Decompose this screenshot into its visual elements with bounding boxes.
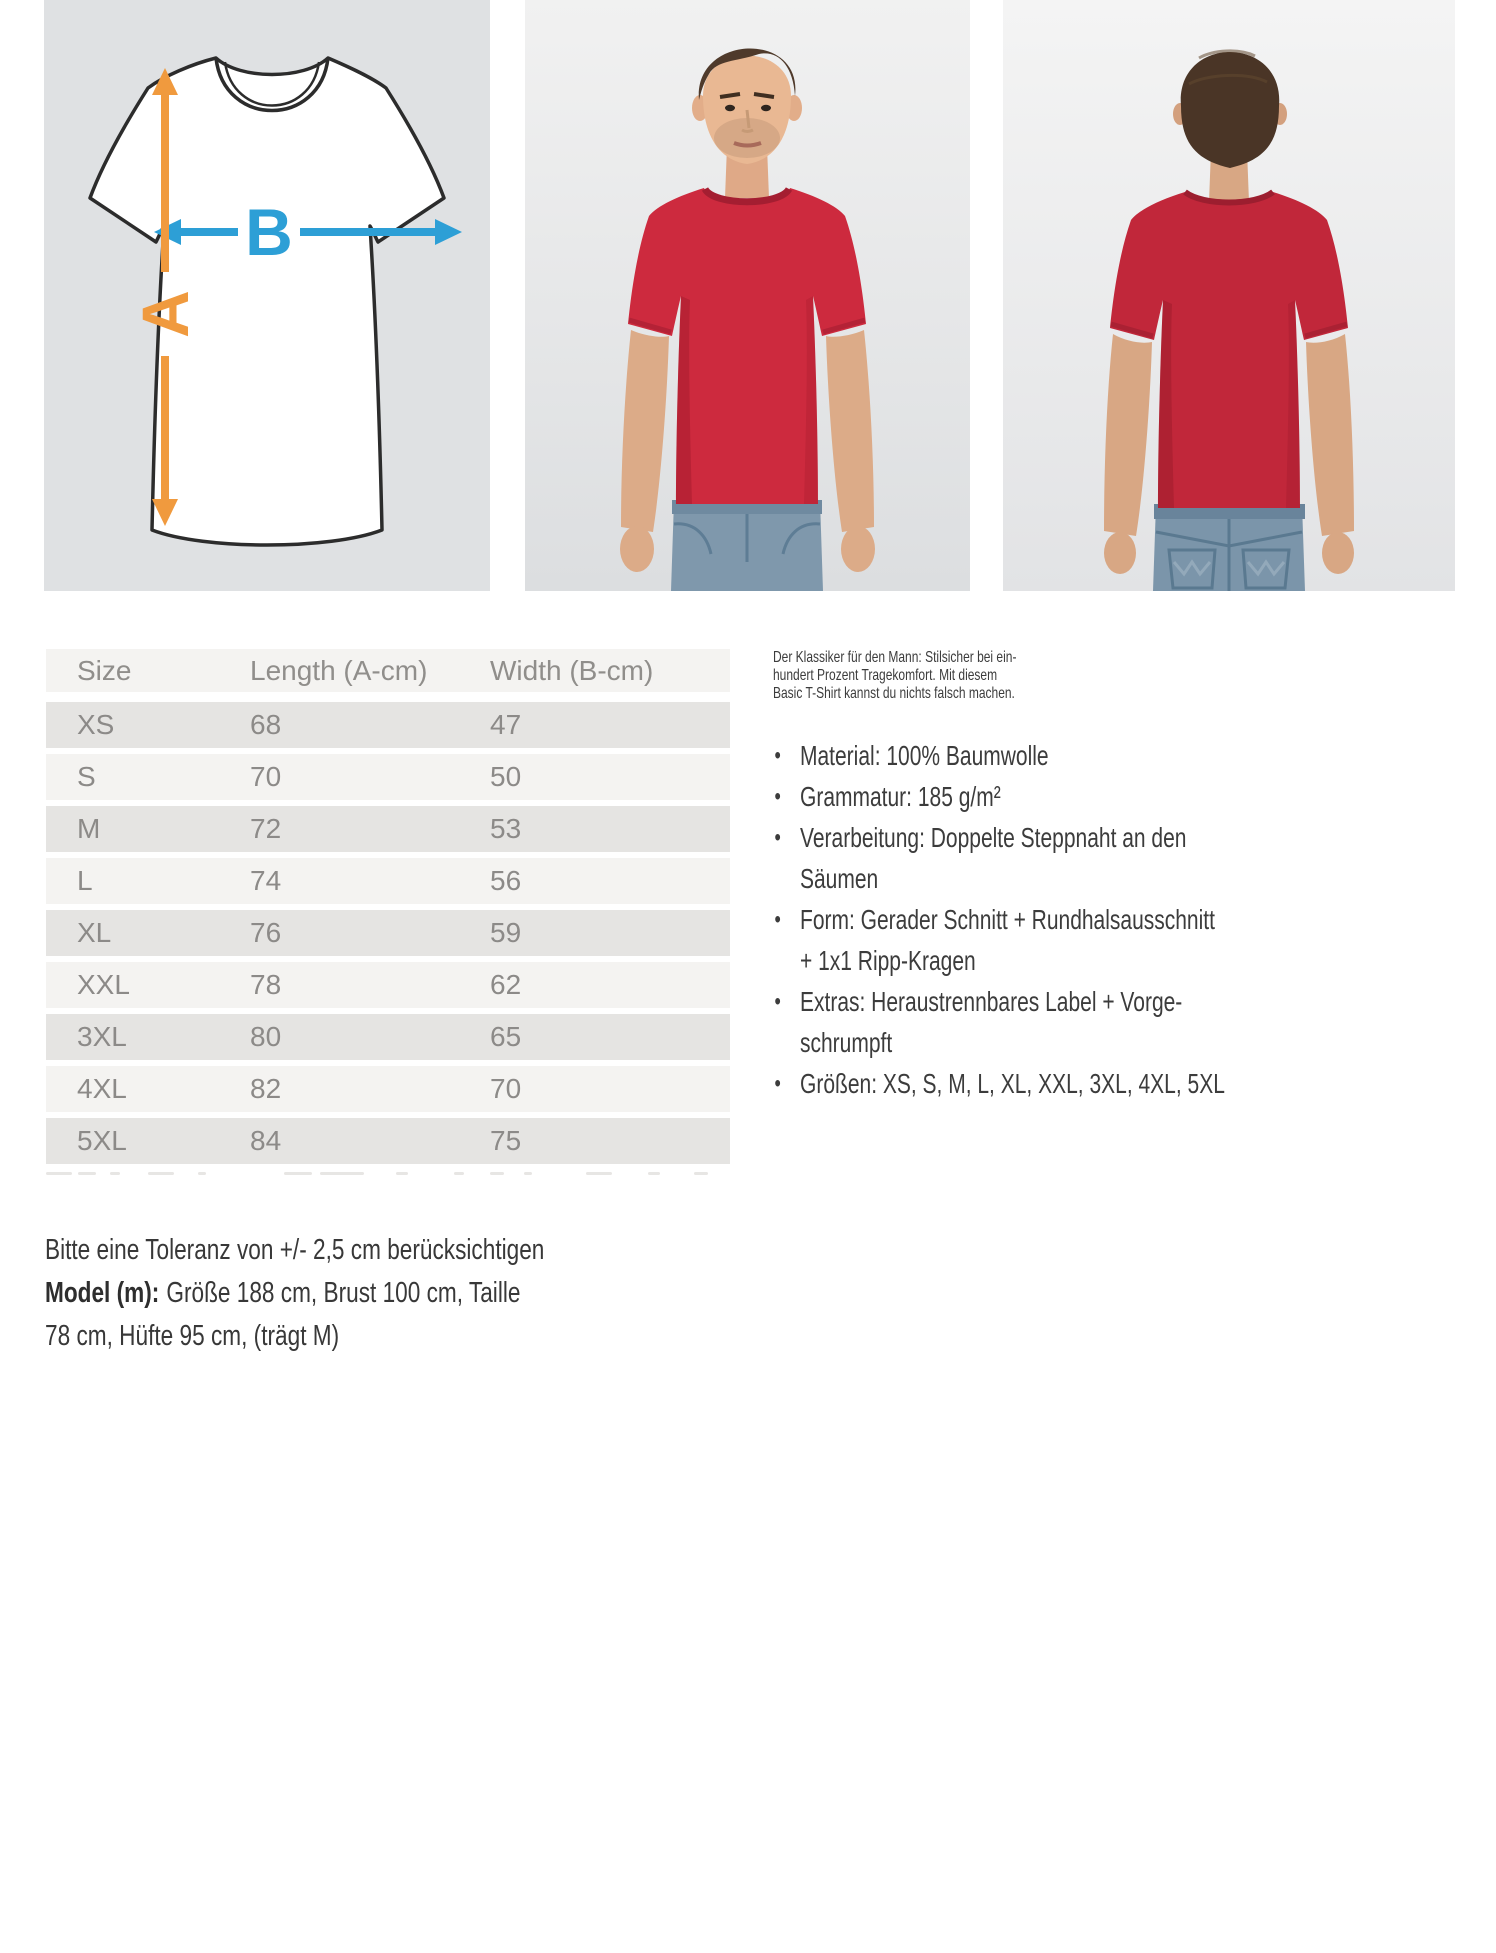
table-row-l — [46, 858, 730, 904]
cell-length: 84 — [250, 1125, 282, 1156]
right-hand — [841, 526, 875, 572]
feature-verarbeitung — [773, 817, 1283, 899]
cell-size: L — [77, 865, 93, 896]
table-row-m — [46, 806, 730, 852]
diagram-label-b: B — [245, 195, 293, 269]
model-back-photo[interactable] — [1003, 0, 1455, 591]
cell-length: 76 — [250, 917, 282, 948]
table-row-4xl — [46, 1066, 730, 1112]
table-row-xl — [46, 910, 730, 956]
table-row-3xl — [46, 1014, 730, 1060]
bullet-icon: • — [774, 783, 781, 810]
cell-length: 68 — [250, 709, 282, 740]
cell-size: XS — [77, 709, 115, 740]
product-description — [773, 649, 1473, 1104]
cell-width: 47 — [490, 709, 522, 740]
model-label: Model (m): — [45, 1277, 160, 1309]
model-info-line2: 78 cm, Hüfte 95 cm, (trägt M) — [45, 1320, 340, 1352]
left-eye — [725, 105, 735, 111]
cell-width: 65 — [490, 1021, 522, 1052]
cell-length: 82 — [250, 1073, 282, 1104]
right-eye — [761, 105, 771, 111]
cell-size: 5XL — [77, 1125, 127, 1156]
model-front-illustration — [525, 0, 970, 591]
bullet-icon: • — [774, 1070, 781, 1097]
col-header-width: Width (B-cm) — [490, 654, 654, 686]
cell-length: 72 — [250, 813, 282, 844]
cell-size: 4XL — [77, 1073, 127, 1104]
intro-line: Basic T-Shirt kannst du nichts falsch machen. — [773, 685, 1015, 702]
cell-width: 50 — [490, 761, 522, 792]
feature-form — [773, 899, 1283, 981]
model-hair-back — [1181, 52, 1279, 168]
table-row-5xl — [46, 1118, 730, 1164]
bullet-icon: • — [774, 988, 781, 1015]
cell-size: XXL — [77, 969, 130, 1000]
cell-length: 80 — [250, 1021, 282, 1052]
feature-line: Größen: XS, S, M, L, XL, XXL, 3XL, 4XL, 5XL — [800, 1068, 1225, 1099]
feature-line: Material: 100% Baumwolle — [800, 740, 1049, 771]
feature-material — [773, 735, 1283, 776]
feature-grammatur — [773, 776, 1283, 817]
cell-size: 3XL — [77, 1021, 127, 1052]
feature-groessen — [773, 1063, 1283, 1104]
table-row-xs — [46, 702, 730, 748]
left-back-pocket — [1169, 550, 1215, 588]
cell-width: 70 — [490, 1073, 522, 1104]
feature-line: Verarbeitung: Doppelte Steppnaht an den — [800, 822, 1187, 853]
size-table — [46, 649, 730, 1170]
bullet-icon: • — [774, 824, 781, 851]
tolerance-note — [45, 1229, 805, 1358]
feature-line: + 1x1 Ripp-Kragen — [800, 945, 976, 976]
size-table-header — [46, 649, 730, 692]
intro-line: Der Klassiker für den Mann: Stilsicher bei ein- — [773, 649, 1017, 666]
col-header-length: Length (A-cm) — [250, 654, 428, 686]
model-front-photo[interactable] — [525, 0, 970, 591]
cell-width: 62 — [490, 969, 522, 1000]
left-hand — [1104, 532, 1136, 574]
feature-extras — [773, 981, 1283, 1063]
diagram-label-a: A — [128, 290, 202, 338]
cell-length: 70 — [250, 761, 282, 792]
col-header-size: Size — [77, 654, 132, 686]
right-back-pocket — [1243, 550, 1289, 588]
bullet-icon: • — [774, 742, 781, 769]
right-hand — [1322, 532, 1354, 574]
cell-size: S — [77, 761, 96, 792]
table-row-xxl — [46, 962, 730, 1008]
feature-line: Extras: Heraustrennbares Label + Vorge- — [800, 986, 1183, 1017]
size-diagram-image[interactable] — [44, 0, 490, 591]
feature-line: schrumpft — [800, 1027, 893, 1058]
cell-length: 74 — [250, 865, 282, 896]
table-row-s — [46, 754, 730, 800]
model-back-illustration — [1003, 0, 1455, 591]
clipped-row-fragments — [46, 1171, 730, 1177]
cell-size: M — [77, 813, 101, 844]
feature-line: Form: Gerader Schnitt + Rundhalsausschnitt — [800, 904, 1215, 935]
cell-width: 53 — [490, 813, 522, 844]
feature-line: Säumen — [800, 863, 879, 894]
tolerance-line: Bitte eine Toleranz von +/- 2,5 cm berücksichtigen — [45, 1234, 545, 1266]
feature-list — [773, 735, 1283, 1104]
stubble — [714, 118, 780, 158]
model-info-line1 — [45, 1272, 638, 1315]
model-measurements: Größe 188 cm, Brust 100 cm, Taille — [166, 1277, 521, 1309]
cell-size: XL — [77, 917, 112, 948]
intro-line: hundert Prozent Tragekomfort. Mit diesem — [773, 667, 998, 684]
cell-width: 75 — [490, 1125, 522, 1156]
bullet-icon: • — [774, 906, 781, 933]
cell-width: 59 — [490, 917, 522, 948]
feature-line: Grammatur: 185 g/m² — [800, 781, 1001, 812]
cell-width: 56 — [490, 865, 522, 896]
left-hand — [620, 526, 654, 572]
cell-length: 78 — [250, 969, 282, 1000]
tshirt-measurement-diagram — [44, 0, 490, 591]
